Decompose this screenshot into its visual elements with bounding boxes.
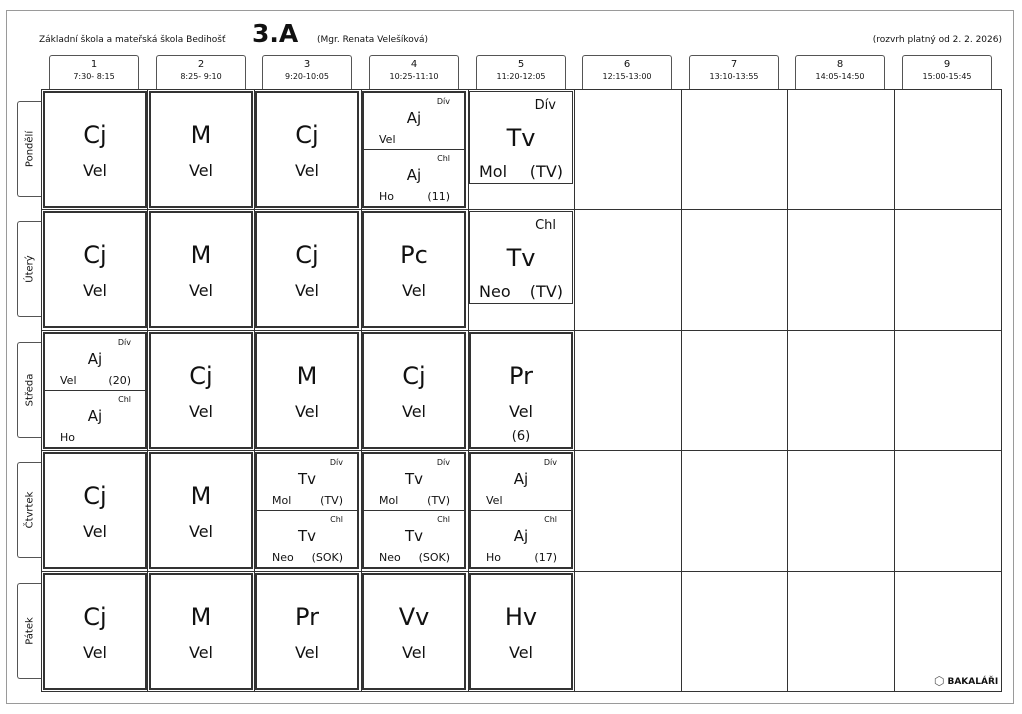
lesson-teacher: Vel (83, 522, 107, 541)
lesson-teacher: Vel (486, 494, 503, 507)
grid-row-line (41, 571, 1002, 572)
lesson-teacher: Vel (379, 133, 396, 146)
lesson-teacher: Vel (189, 402, 213, 421)
lesson-subject: Pc (400, 241, 428, 269)
period-header (689, 55, 779, 89)
day-label (17, 221, 41, 317)
lesson-cell[interactable] (149, 573, 253, 690)
lesson-cell[interactable] (149, 211, 253, 328)
period-header (49, 55, 139, 89)
lesson-cell[interactable] (255, 211, 359, 328)
lesson-teacher: Mol (272, 494, 292, 507)
class-title: 3.A (252, 19, 299, 48)
day-name: Středa (24, 373, 35, 407)
lesson-cell[interactable] (43, 573, 147, 690)
lesson-room: (TV) (427, 494, 450, 507)
group-label: Dív (117, 338, 131, 347)
group-lesson-bottom[interactable] (257, 511, 357, 568)
group-lesson-top[interactable] (257, 454, 357, 511)
lesson-subject: Aj (87, 406, 103, 425)
lesson-cell[interactable] (469, 573, 573, 690)
lesson-room: (TV) (529, 282, 563, 301)
lesson-teacher: Neo (379, 550, 401, 564)
grid-row-line (41, 330, 1002, 331)
lesson-cell[interactable] (255, 91, 359, 208)
period-number: 5 (517, 59, 525, 70)
lesson-subject: Cj (83, 603, 107, 631)
lesson-subject: Hv (504, 603, 538, 631)
lesson-subject: Tv (404, 470, 424, 488)
split-lesson-cell[interactable] (362, 452, 466, 569)
group-label: Chl (437, 514, 450, 524)
lesson-teacher: Mol (479, 162, 508, 181)
day-name: Pondělí (24, 130, 35, 168)
split-lesson-cell[interactable] (362, 91, 466, 208)
period-header (795, 55, 885, 89)
lesson-teacher: Mol (379, 494, 399, 507)
period-time: 13:10-13:55 (709, 72, 759, 81)
lesson-cell[interactable] (43, 211, 147, 328)
grid-column-line (681, 89, 682, 692)
lesson-subject: Tv (506, 244, 536, 272)
group-lesson-cell[interactable] (469, 91, 573, 184)
lesson-teacher: Vel (509, 402, 533, 421)
period-number: 6 (623, 59, 631, 70)
lesson-cell[interactable] (149, 332, 253, 449)
lesson-cell[interactable] (43, 452, 147, 569)
period-time: 15:00-15:45 (922, 72, 972, 81)
lesson-teacher: Vel (295, 281, 319, 300)
lesson-subject: M (296, 362, 318, 390)
lesson-subject: Cj (189, 362, 213, 390)
group-label: Chl (437, 153, 450, 163)
lesson-cell[interactable] (43, 91, 147, 208)
grid-row-line (41, 450, 1002, 451)
lesson-cell[interactable] (362, 573, 466, 690)
lesson-subject: M (190, 241, 212, 269)
lesson-teacher: Vel (83, 161, 107, 180)
period-header (262, 55, 352, 89)
lesson-room: (TV) (529, 162, 563, 181)
lesson-subject: Cj (83, 482, 107, 510)
period-header (476, 55, 566, 89)
period-number: 2 (197, 59, 205, 70)
lesson-teacher: Neo (479, 282, 511, 301)
lesson-cell[interactable] (469, 332, 573, 449)
lesson-teacher: Vel (295, 402, 319, 421)
period-header (582, 55, 672, 89)
lesson-subject: Aj (406, 109, 422, 127)
lesson-teacher: Vel (295, 643, 319, 662)
period-time: 14:05-14:50 (815, 72, 865, 81)
split-lesson-cell[interactable] (43, 332, 147, 449)
lesson-subject: M (190, 482, 212, 510)
logo-text: BAKALÁŘI (947, 677, 999, 687)
group-lesson-bottom[interactable] (471, 511, 571, 568)
group-label: Dív (543, 458, 557, 467)
lesson-subject: Tv (404, 526, 424, 545)
lesson-teacher: Vel (402, 402, 426, 421)
lesson-subject: Aj (87, 350, 103, 368)
lesson-subject: Tv (297, 470, 317, 488)
lesson-subject: Tv (506, 124, 536, 152)
period-number: 8 (836, 59, 844, 70)
lesson-subject: Pr (295, 603, 319, 631)
split-lesson-cell[interactable] (469, 452, 573, 569)
lesson-cell[interactable] (149, 91, 253, 208)
lesson-room: (20) (108, 374, 131, 387)
day-name: Čtvrtek (24, 491, 35, 529)
lesson-subject: M (190, 603, 212, 631)
lesson-teacher: Vel (295, 161, 319, 180)
lesson-subject: Cj (295, 241, 319, 269)
period-header (156, 55, 246, 89)
lesson-teacher: Vel (509, 643, 533, 662)
lesson-teacher: Vel (189, 281, 213, 300)
school-name: Základní škola a mateřská škola Bedihošť (39, 35, 226, 45)
lesson-cell[interactable] (362, 332, 466, 449)
day-label (17, 342, 41, 438)
grid-column-line (787, 89, 788, 692)
group-lesson-bottom[interactable] (364, 150, 464, 207)
lesson-subject: Cj (402, 362, 426, 390)
period-time: 9:20-10:05 (285, 72, 329, 81)
lesson-teacher: Vel (83, 643, 107, 662)
day-name: Pátek (24, 617, 35, 645)
period-number: 7 (730, 59, 738, 70)
group-label: Chl (118, 394, 131, 404)
hexagon-icon: ⬡ (934, 674, 945, 688)
period-number: 3 (303, 59, 311, 70)
period-time: 10:25-11:10 (389, 72, 439, 81)
lesson-cell[interactable] (255, 573, 359, 690)
group-lesson-bottom[interactable] (364, 511, 464, 568)
lesson-teacher: Neo (272, 550, 294, 564)
period-number: 9 (943, 59, 951, 70)
group-label: Chl (535, 218, 556, 233)
grid-row-line (41, 209, 1002, 210)
period-number: 1 (90, 59, 98, 70)
lesson-cell[interactable] (255, 332, 359, 449)
period-time: 11:20-12:05 (496, 72, 546, 81)
period-time: 7:30- 8:15 (73, 72, 115, 81)
group-lesson-bottom[interactable] (45, 391, 145, 448)
lesson-cell[interactable] (149, 452, 253, 569)
validity-note: (rozvrh platný od 2. 2. 2026) (872, 35, 1002, 45)
group-lesson-top[interactable] (45, 334, 145, 391)
lesson-teacher: Vel (402, 643, 426, 662)
day-label (17, 583, 41, 679)
lesson-subject: Aj (513, 470, 529, 488)
lesson-teacher: Vel (83, 281, 107, 300)
class-teacher: (Mgr. Renata Velešíková) (317, 35, 429, 45)
group-label: Chl (330, 514, 343, 524)
group-lesson-top[interactable] (364, 93, 464, 150)
group-label: Dív (436, 458, 450, 467)
lesson-room: (17) (534, 550, 557, 564)
group-lesson-cell[interactable] (469, 211, 573, 304)
lesson-room: (6) (511, 429, 531, 444)
lesson-subject: Cj (83, 241, 107, 269)
group-label: Dív (329, 458, 343, 467)
split-lesson-cell[interactable] (255, 452, 359, 569)
lesson-room: (11) (427, 189, 450, 203)
lesson-room: (SOK) (311, 550, 343, 564)
lesson-cell[interactable] (362, 211, 466, 328)
group-lesson-top[interactable] (364, 454, 464, 511)
period-time: 8:25- 9:10 (180, 72, 222, 81)
day-label (17, 101, 41, 197)
lesson-subject: Cj (295, 121, 319, 149)
period-number: 4 (410, 59, 418, 70)
group-label: Dív (534, 98, 556, 113)
group-label: Chl (544, 514, 557, 524)
period-header (369, 55, 459, 89)
bakalari-logo (934, 674, 998, 688)
grid-column-line (574, 89, 575, 692)
period-header (902, 55, 992, 89)
lesson-subject: Aj (406, 165, 422, 184)
lesson-subject: Pr (509, 362, 533, 390)
lesson-room: (TV) (320, 494, 343, 507)
lesson-teacher: Vel (189, 522, 213, 541)
group-label: Dív (436, 97, 450, 106)
lesson-teacher: Vel (189, 643, 213, 662)
lesson-subject: M (190, 121, 212, 149)
day-name: Úterý (24, 255, 35, 283)
lesson-teacher: Ho (60, 430, 76, 444)
period-time: 12:15-13:00 (602, 72, 652, 81)
lesson-room: (SOK) (418, 550, 450, 564)
day-label (17, 462, 41, 558)
lesson-teacher: Ho (486, 550, 502, 564)
lesson-teacher: Vel (402, 281, 426, 300)
lesson-subject: Vv (398, 603, 430, 631)
grid-column-line (894, 89, 895, 692)
lesson-subject: Tv (297, 526, 317, 545)
lesson-subject: Cj (83, 121, 107, 149)
lesson-teacher: Vel (60, 374, 77, 387)
lesson-teacher: Ho (379, 189, 395, 203)
lesson-subject: Aj (513, 526, 529, 545)
lesson-teacher: Vel (189, 161, 213, 180)
grid-column-line (147, 89, 148, 692)
group-lesson-top[interactable] (471, 454, 571, 511)
